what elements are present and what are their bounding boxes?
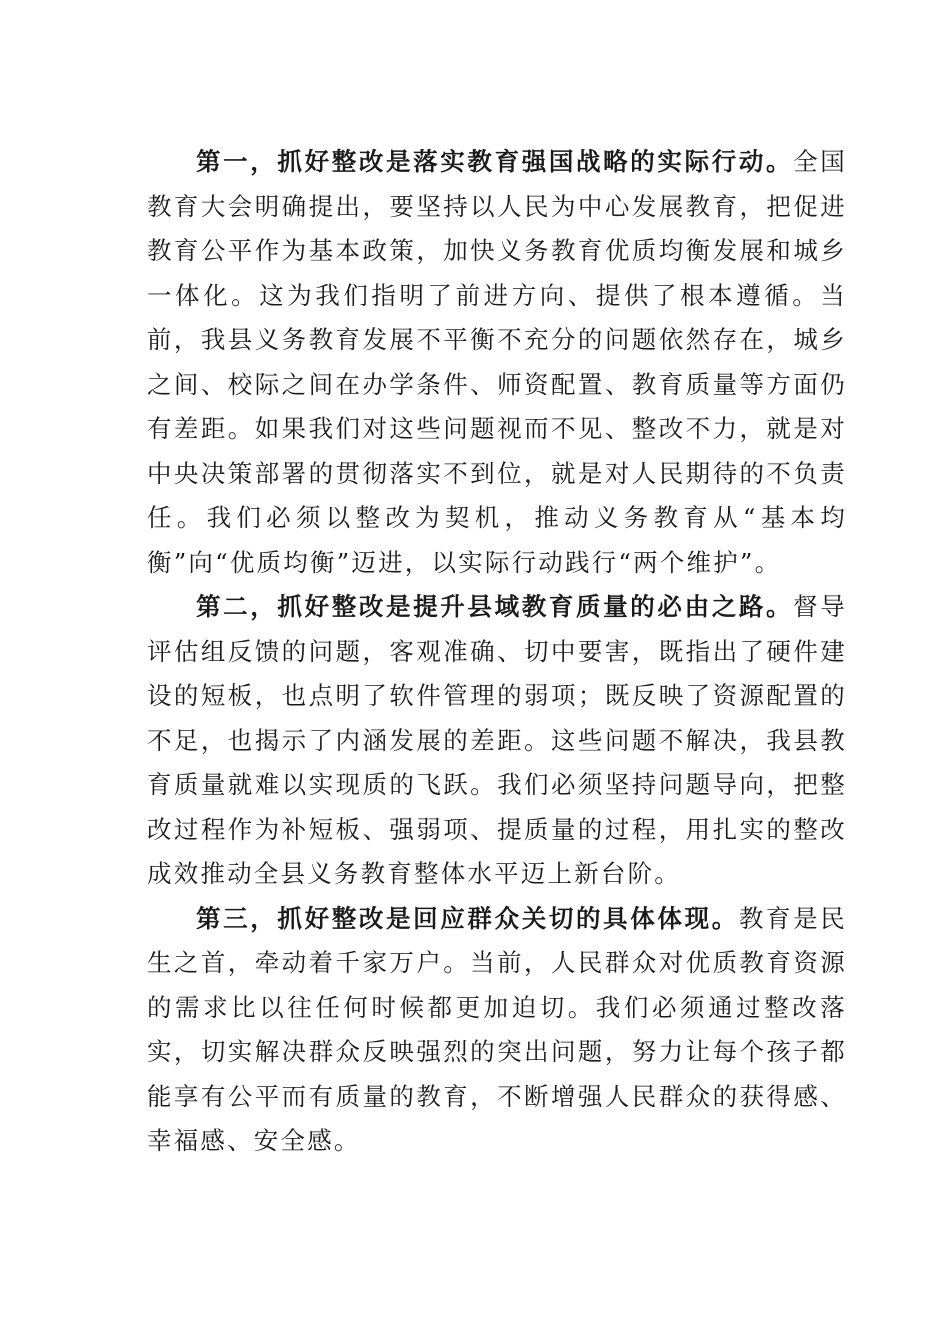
paragraph-3-body: 教育是民生之首，牵动着千家万户。当前，人民群众对优质教育资源的需求比以往任何时候都更加迫切。我们必须通过整改落实，切实解决群众反映强烈的突出问题，努力让每个孩子都能享有公平而有质量的教育，不断增强人民群众的获得感、幸福感、安全感。 <box>147 903 847 1155</box>
paragraph-1-body: 全国教育大会明确提出，要坚持以人民为中心发展教育，把促进教育公平作为基本政策，加快义务教育优质均衡发展和城乡一体化。这为我们指明了前进方向、提供了根本遵循。当前，我县义务教育发展不平衡不充分的问题依然存在，城乡之间、校际之间在办学条件、师资配置、教育质量等方面仍有差距。如果我们对这些问题视而不见、整改不力，就是对中央决策部署的贯彻落实不到位，就是对人民期待的不负责任。我们必须以整改为契机，推动义务教育从“基本均衡”向“优质均衡”迈进，以实际行动践行“两个维护”。 <box>147 147 847 577</box>
document-body <box>147 140 847 1164</box>
paragraph-2 <box>147 585 847 897</box>
paragraph-1 <box>147 140 847 585</box>
paragraph-3 <box>147 897 847 1164</box>
paragraph-2-body: 督导评估组反馈的问题，客观准确、切中要害，既指出了硬件建设的短板，也点明了软件管理的弱项；既反映了资源配置的不足，也揭示了内涵发展的差距。这些问题不解决，我县教育质量就难以实现质的飞跃。我们必须坚持问题导向，把整改过程作为补短板、强弱项、提质量的过程，用扎实的整改成效推动全县义务教育整体水平迈上新台阶。 <box>147 592 847 888</box>
paragraph-2-lead: 第二，抓好整改是提升县域教育质量的必由之路。 <box>196 592 794 621</box>
paragraph-3-lead: 第三，抓好整改是回应群众关切的具体体现。 <box>196 903 739 933</box>
paragraph-1-lead: 第一，抓好整改是落实教育强国战略的实际行动。 <box>196 147 794 176</box>
